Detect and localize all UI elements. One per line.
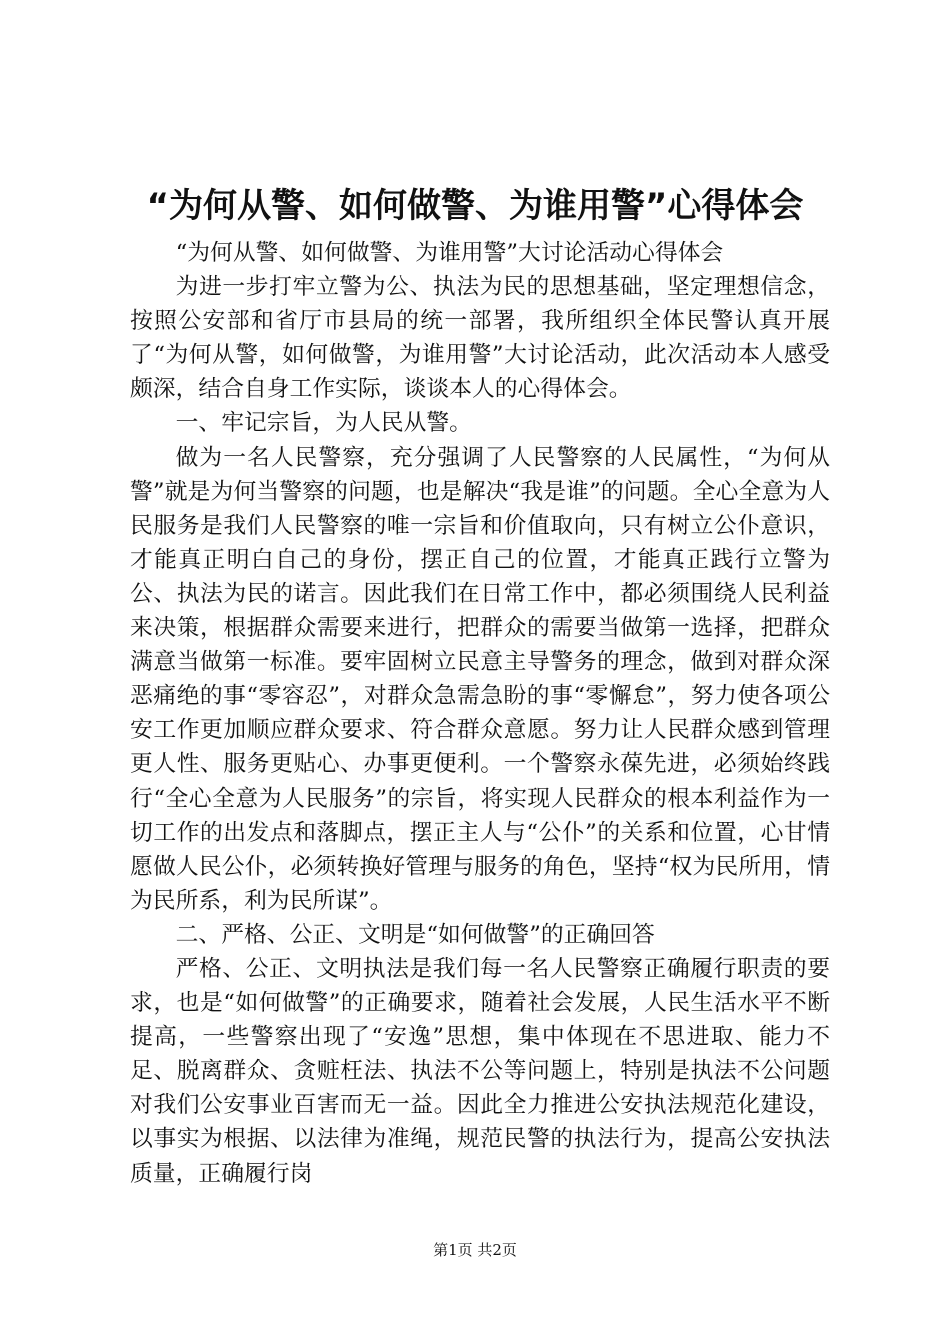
intro-paragraph: 为进一步打牢立警为公、执法为民的思想基础，坚定理想信念，按照公安部和省厅市县局的统一部署，我所组织全体民警认真开展了“为何从警，如何做警，为谁用警”大讨论活动，此次活动本人感受颇深，结合自身工作实际，谈谈本人的心得体会。 — [130, 274, 830, 403]
section-heading-1: 一、牢记宗旨，为人民从警。 — [175, 410, 472, 437]
section-heading-2: 二、严格、公正、文明是“如何做警”的正确回答 — [175, 921, 655, 948]
section-1-paragraph: 做为一名人民警察，充分强调了人民警察的人民属性，“为何从警”就是为何当警察的问题，也是解决“我是谁”的问题。全心全意为人民服务是我们人民警察的唯一宗旨和价值取向，只有树立公仆意识，才能真正明白自己的身份，摆正自己的位置，才能真正践行立警为公、执法为民的诺言。因此我们在日常工作中，都必须围绕人民利益来决策，根据群众需要来进行，把群众的需要当做第一选择，把群众满意当做第一标准。要牢固树立民意主导警务的理念，做到对群众深恶痛绝的事“零容忍”，对群众急需急盼的事“零懈怠”，努力使各项公安工作更加顺应群众要求、符合群众意愿。努力让人民群众感到管理更人性、服务更贴心、办事更便利。一个警察永葆先进，必须始终践行“全心全意为人民服务”的宗旨，将实现人民群众的根本利益作为一切工作的出发点和落脚点，摆正主人与“公仆”的关系和位置，心甘情愿做人民公仆，必须转换好管理与服务的角色，坚持“权为民所用，情为民所系，利为民所谋”。 — [130, 444, 830, 914]
document-title: “为何从警、如何做警、为谁用警”心得体会 — [146, 186, 804, 226]
page-number-footer: 第1页 共2页 — [433, 1241, 517, 1259]
document-body — [130, 236, 830, 1191]
section-2-paragraph: 严格、公正、文明执法是我们每一名人民警察正确履行职责的要求，也是“如何做警”的正确要求，随着社会发展，人民生活水平不断提高，一些警察出现了“安逸”思想，集中体现在不思进取、能力不足、脱离群众、贪赃枉法、执法不公等问题上，特别是执法不公问题对我们公安事业百害而无一益。因此全力推进公安执法规范化建设，以事实为根据、以法律为准绳，规范民警的执法行为，提高公安执法质量，正确履行岗 — [130, 955, 830, 1187]
subtitle-paragraph: “为何从警、如何做警、为谁用警”大讨论活动心得体会 — [175, 240, 724, 266]
